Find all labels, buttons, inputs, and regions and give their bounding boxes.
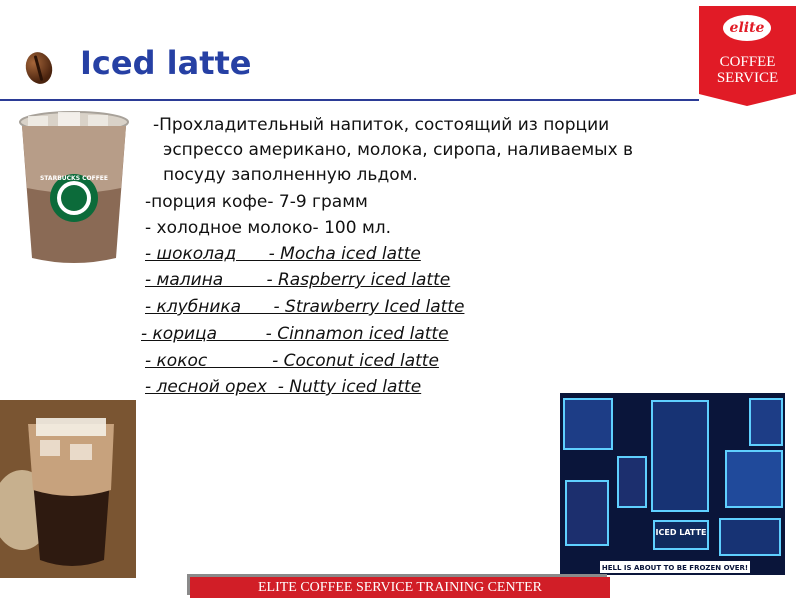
variant-item[interactable]: - корица - Cinnamon iced latte — [141, 324, 449, 344]
logo-line-2: SERVICE — [716, 70, 779, 86]
description-line-2: эспрессо американо, молока, сиропа, наливаемых в — [163, 140, 634, 160]
cup-logo-text: STARBUCKS COFFEE — [39, 175, 109, 182]
iced-latte-glass-photo — [0, 400, 136, 578]
starbucks-cup-photo — [18, 108, 130, 268]
footer-banner: ELITE COFFEE SERVICE TRAINING CENTER — [190, 577, 610, 598]
coffee-bean-icon — [22, 49, 55, 87]
variant-item[interactable]: - шоколад - Mocha iced latte — [145, 244, 421, 264]
variant-item[interactable]: - лесной орех - Nutty iced latte — [145, 377, 422, 397]
poster-banner-text: HELL IS ABOUT TO BE FROZEN OVER! — [601, 564, 749, 572]
description-line-3: посуду заполненную льдом. — [163, 165, 418, 185]
logo-brand-text: elite — [729, 20, 765, 36]
iced-latte-game-poster — [560, 393, 785, 575]
description-line-4: -порция кофе- 7-9 грамм — [145, 192, 368, 212]
page-title: Iced latte — [80, 44, 252, 82]
variant-item[interactable]: - клубника - Strawberry Iced latte — [145, 297, 465, 317]
poster-badge-text: ICED LATTE — [655, 528, 707, 537]
logo-line-1: COFFEE — [719, 54, 776, 70]
elite-coffee-service-logo — [699, 6, 796, 106]
variant-item[interactable]: - малина - Raspberry iced latte — [145, 270, 451, 290]
variant-item[interactable]: - кокос - Coconut iced latte — [145, 351, 439, 371]
description-line-1: -Прохладительный напиток, состоящий из порции — [153, 115, 610, 135]
title-divider — [0, 99, 700, 101]
description-line-5: - холодное молоко- 100 мл. — [145, 218, 392, 238]
logo-notch-shape — [699, 94, 796, 106]
